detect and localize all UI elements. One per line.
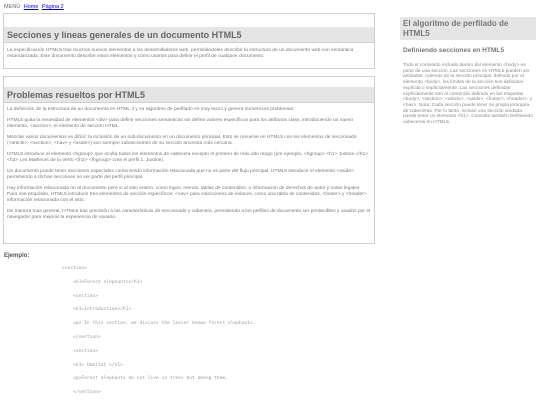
top-menu: [4, 4, 64, 10]
code-line: <section>: [62, 293, 98, 299]
code-line: <h1>Introduction</h1>: [62, 307, 132, 313]
section-paragraph: La definición de la estructura de un documento en HTML 4 y su algoritmo de perfilado es muy tosco y genera numerosos problemas:: [7, 107, 295, 112]
code-line: <h1>Forest elephants</h1>: [62, 279, 143, 285]
example-label: Ejemplo:: [4, 253, 30, 259]
code-line: <p>Forest elephants do not live in trees but among them.: [62, 376, 228, 382]
section-paragraph: HTML5 quita la necesidad de elementos <div> para definir secciones semánticas sin definir valores específicos para los atributos class, introduciendo un nuevo elemento, <section>, el elemento de sección HTML.: [7, 118, 354, 129]
code-example: [62, 266, 256, 404]
section-paragraph: HTML5 introduce el elemento <hgroup> que oculta todos los elementos de cabecera excepto el primero de más alto rango (por ejemplo, <hgroup> <h1> Justine </h1> <h2> Les Malheurs de la Vertu </h2> </hgroup> crea el perfil 1. Justine).: [7, 152, 369, 163]
section-body: [4, 43, 374, 60]
aside-text: Todo el contenido incluido dentro del elemento <body> es parte de una sección. Las secciones en HTML5 pueden ser anidadas. Además de la sección principal, definida por el elemento <body>, los límites de la sección son definidos explícita o implícitamente. Las secciones definidas explícitamente son el contenido definido en las etiquetas <body>, <section>, <article>, <aside>, <footer>, <header>, y <nav>. Nota: Cada sección puede tener su propia jerarquía de cabeceras. Por lo tanto, incluso una sección anidada puede tener un elemento <h1>. Consulte también Definiendo cabeceras en HTML5.: [403, 63, 533, 126]
menu-link-home[interactable]: Home: [23, 4, 39, 10]
section-paragraph: De manera más general, HTML5 trae precisión a las características de seccionado y cabecera, permitiendo a los perfiles de documento ser predecibles y usados por el navegador para mejorar la experiencia de usuario.: [7, 209, 371, 220]
section-title: Problemas resueltos por HTML5: [4, 87, 374, 103]
section-title: Secciones y líneas generales de un documento HTML5: [4, 27, 374, 43]
aside-outline-algorithm: [400, 17, 536, 126]
section-paragraph: La especificación HTML5 trae muchos nuevos elementos a los desarrolladores web, permitiéndoles describir la estructura de un documento web con semántica estandarizada. Este documento describe estos elementos y cómo usarlos para definir el perfil de cualquier documento.: [7, 48, 354, 59]
section-problems-solved: [3, 76, 375, 244]
code-line: <h1> Habitat </h1>: [62, 362, 123, 368]
section-html5-outline: [3, 13, 375, 69]
menu-link-page-2[interactable]: Página 2: [41, 4, 64, 10]
section-paragraph: Hay información relacionada no al documento pero si al sitio entero, como logos, menús, tablas de contenidos, o información de derechos de autor y notas legales. Para ese propósito, HTML5 introduce tres elementos de sección específicos: <nav> para colecciones de enlaces, como una tabla de contenidos, <footer> y <header> información relacionada con el sitio.: [7, 186, 367, 203]
code-line: </section>: [62, 390, 101, 396]
section-paragraph: Mezclar varios documentos es difícil: la inclusión de un sub-documento en un documento principal. Esto se resuelve en HTML5 con los elementos de seccionado (<article>, <section>, <nav> y <aside>) son siempre subsecciones de su sección ancestra más cercana.: [7, 135, 357, 146]
menu-label: MENÚ: [4, 4, 21, 10]
section-body: [4, 103, 374, 221]
section-paragraph: Un documento puede tener secciones especiales conteniendo información relacionada que no es parte del flujo principal. HTML5 introduce el elemento <aside> permitiendo a dichas secciones no ser parte del perfil principal.: [7, 169, 354, 180]
code-line: <section>: [62, 348, 98, 354]
aside-title: El algoritmo de perfilado de HTML5: [400, 17, 536, 40]
code-line: <p> In this section, we discuss the lesser known forest elephants.: [62, 321, 256, 327]
aside-subtitle: Definiendo secciones en HTML5: [403, 47, 505, 54]
code-line: <section>: [62, 266, 87, 271]
code-line: </section>: [62, 334, 101, 340]
